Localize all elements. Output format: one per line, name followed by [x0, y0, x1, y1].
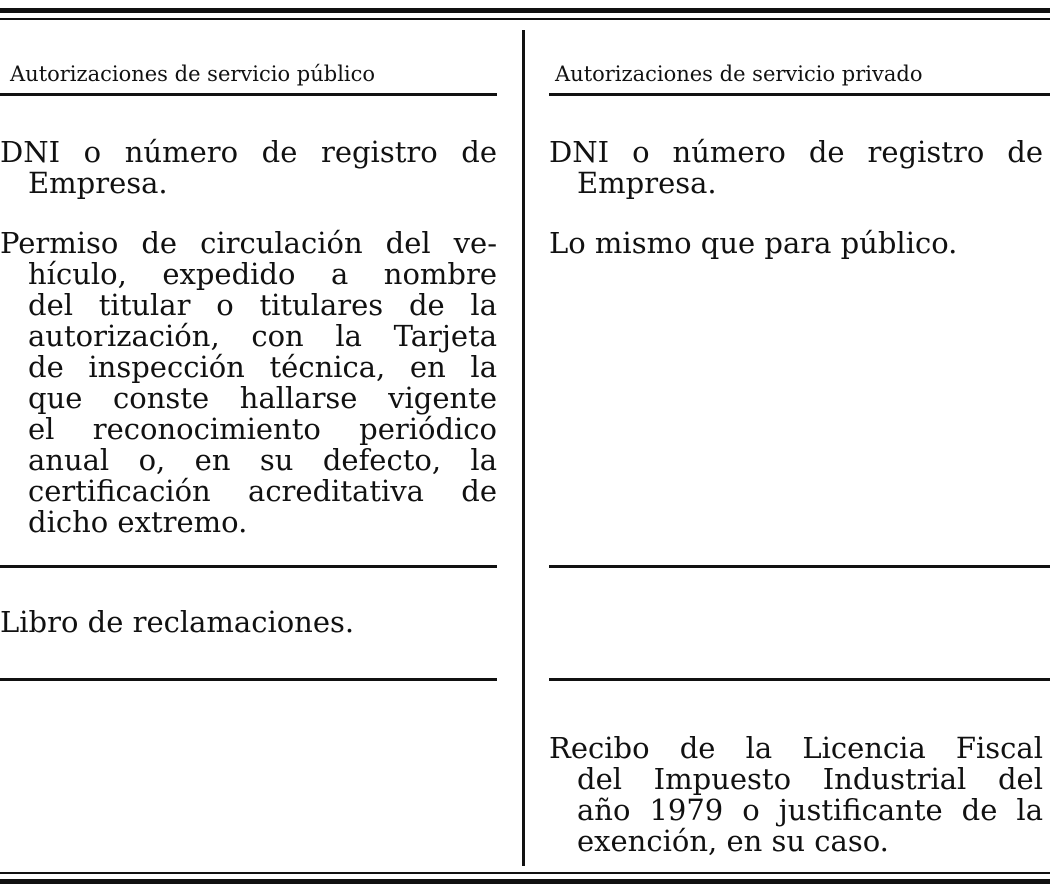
header-right: Autorizaciones de servicio privado [555, 62, 923, 86]
left-item-dni [0, 137, 497, 199]
text-line: del Impuesto Industrial del [577, 762, 1043, 796]
left-rule-1 [0, 565, 497, 568]
right-item-mismo [549, 228, 1043, 259]
text-line: dicho extremo. [28, 505, 248, 539]
text-line: Empresa. [577, 166, 717, 200]
top-rule-thick [0, 8, 1050, 13]
text-line: Empresa. [28, 166, 168, 200]
text-line: certificación acreditativa de [28, 474, 497, 508]
text-line: que conste hallarse vigente [28, 381, 497, 415]
bottom-rule-thick [0, 879, 1050, 884]
text-line: DNI o número de registro de [0, 135, 497, 169]
header-left: Autorizaciones de servicio público [10, 62, 376, 86]
right-item-dni [549, 137, 1043, 199]
header-rule-right [549, 93, 1050, 96]
text-line: anual o, en su defecto, la [28, 443, 497, 477]
text-line: el reconocimiento periódico [28, 412, 497, 446]
bottom-rule-thin [0, 872, 1050, 874]
text-line: año 1979 o justificante de la [577, 793, 1043, 827]
left-item-libro [0, 607, 497, 638]
text-line: del titular o titulares de la [28, 288, 497, 322]
text-line: hículo, expedido a nombre [28, 257, 497, 291]
text-line: DNI o número de registro de [549, 135, 1043, 169]
right-rule-1 [549, 565, 1050, 568]
text-line: autorización, con la Tarjeta [28, 319, 497, 353]
column-divider [522, 30, 525, 866]
right-item-recibo [549, 733, 1043, 857]
text-line: Libro de reclamaciones. [0, 605, 355, 639]
text-line: Recibo de la Licencia Fiscal [549, 731, 1043, 765]
left-rule-2 [0, 678, 497, 681]
text-line: Lo mismo que para público. [549, 226, 958, 260]
right-rule-2 [549, 678, 1050, 681]
text-line: exención, en su caso. [577, 824, 889, 858]
text-line: de inspección técnica, en la [28, 350, 497, 384]
left-item-permiso [0, 228, 497, 538]
header-rule-left [0, 93, 497, 96]
text-line: Permiso de circulación del ve- [0, 226, 497, 260]
top-rule-thin [0, 18, 1050, 20]
